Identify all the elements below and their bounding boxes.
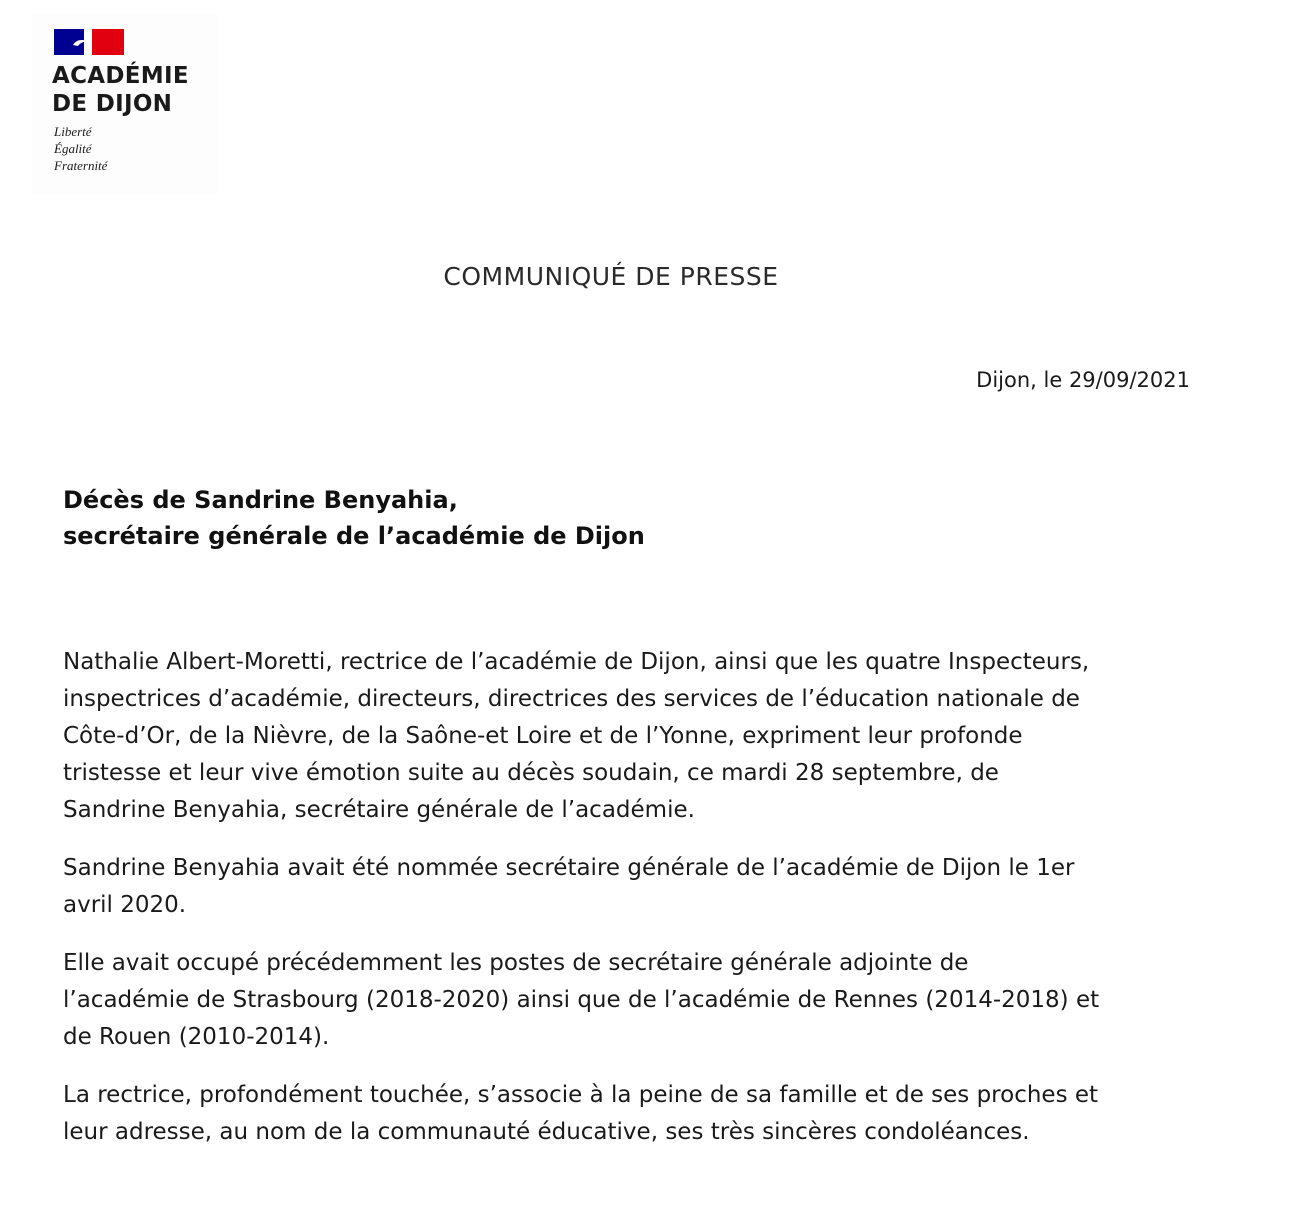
text-line: de Rouen (2010-2014).: [63, 1024, 330, 1050]
headline-line1: Décès de Sandrine Benyahia,: [63, 486, 458, 514]
paragraph-announcement: [63, 644, 1213, 829]
text-line: Sandrine Benyahia, secrétaire générale de l’académie.: [63, 797, 695, 823]
text-line: Sandrine Benyahia avait été nommée secrétaire générale de l’académie de Dijon le 1er: [63, 855, 1075, 881]
marianne-profile-icon: [72, 37, 88, 47]
text-line: inspectrices d’académie, directeurs, directrices des services de l’éducation nationale de: [63, 686, 1080, 712]
org-name: [52, 62, 189, 118]
text-line: Elle avait occupé précédemment les postes de secrétaire générale adjointe de: [63, 950, 969, 976]
academy-logo: [32, 14, 218, 194]
org-name-line1: ACADÉMIE: [52, 63, 189, 89]
paragraph-career: [63, 945, 1213, 1056]
motto-fraternite: Fraternité: [54, 158, 108, 173]
flag-red-band: [92, 29, 124, 55]
text-line: tristesse et leur vive émotion suite au décès soudain, ce mardi 28 septembre, de: [63, 760, 999, 786]
headline-line2: secrétaire générale de l’académie de Dijon: [63, 522, 645, 550]
motto-egalite: Égalité: [54, 141, 92, 156]
press-release-body: [63, 644, 1213, 1172]
republic-motto: [54, 123, 107, 174]
paragraph-appointment: [63, 850, 1213, 924]
org-name-line2: DE DIJON: [52, 91, 173, 117]
text-line: Nathalie Albert-Moretti, rectrice de l’académie de Dijon, ainsi que les quatre Inspecteurs,: [63, 649, 1090, 675]
document-type-title: COMMUNIQUÉ DE PRESSE: [443, 262, 779, 291]
text-line: La rectrice, profondément touchée, s’associe à la peine de sa famille et de ses proches et: [63, 1082, 1099, 1108]
press-release-headline: [63, 482, 645, 554]
marianne-flag-icon: [54, 29, 124, 55]
text-line: leur adresse, au nom de la communauté éducative, ses très sincères condoléances.: [63, 1119, 1030, 1145]
text-line: avril 2020.: [63, 892, 187, 918]
document-date: Dijon, le 29/09/2021: [976, 368, 1190, 392]
text-line: l’académie de Strasbourg (2018-2020) ainsi que de l’académie de Rennes (2014-2018) et: [63, 987, 1100, 1013]
text-line: Côte-d’Or, de la Nièvre, de la Saône-et Loire et de l’Yonne, expriment leur profonde: [63, 723, 1023, 749]
motto-liberte: Liberté: [54, 124, 92, 139]
paragraph-condolences: [63, 1077, 1213, 1151]
